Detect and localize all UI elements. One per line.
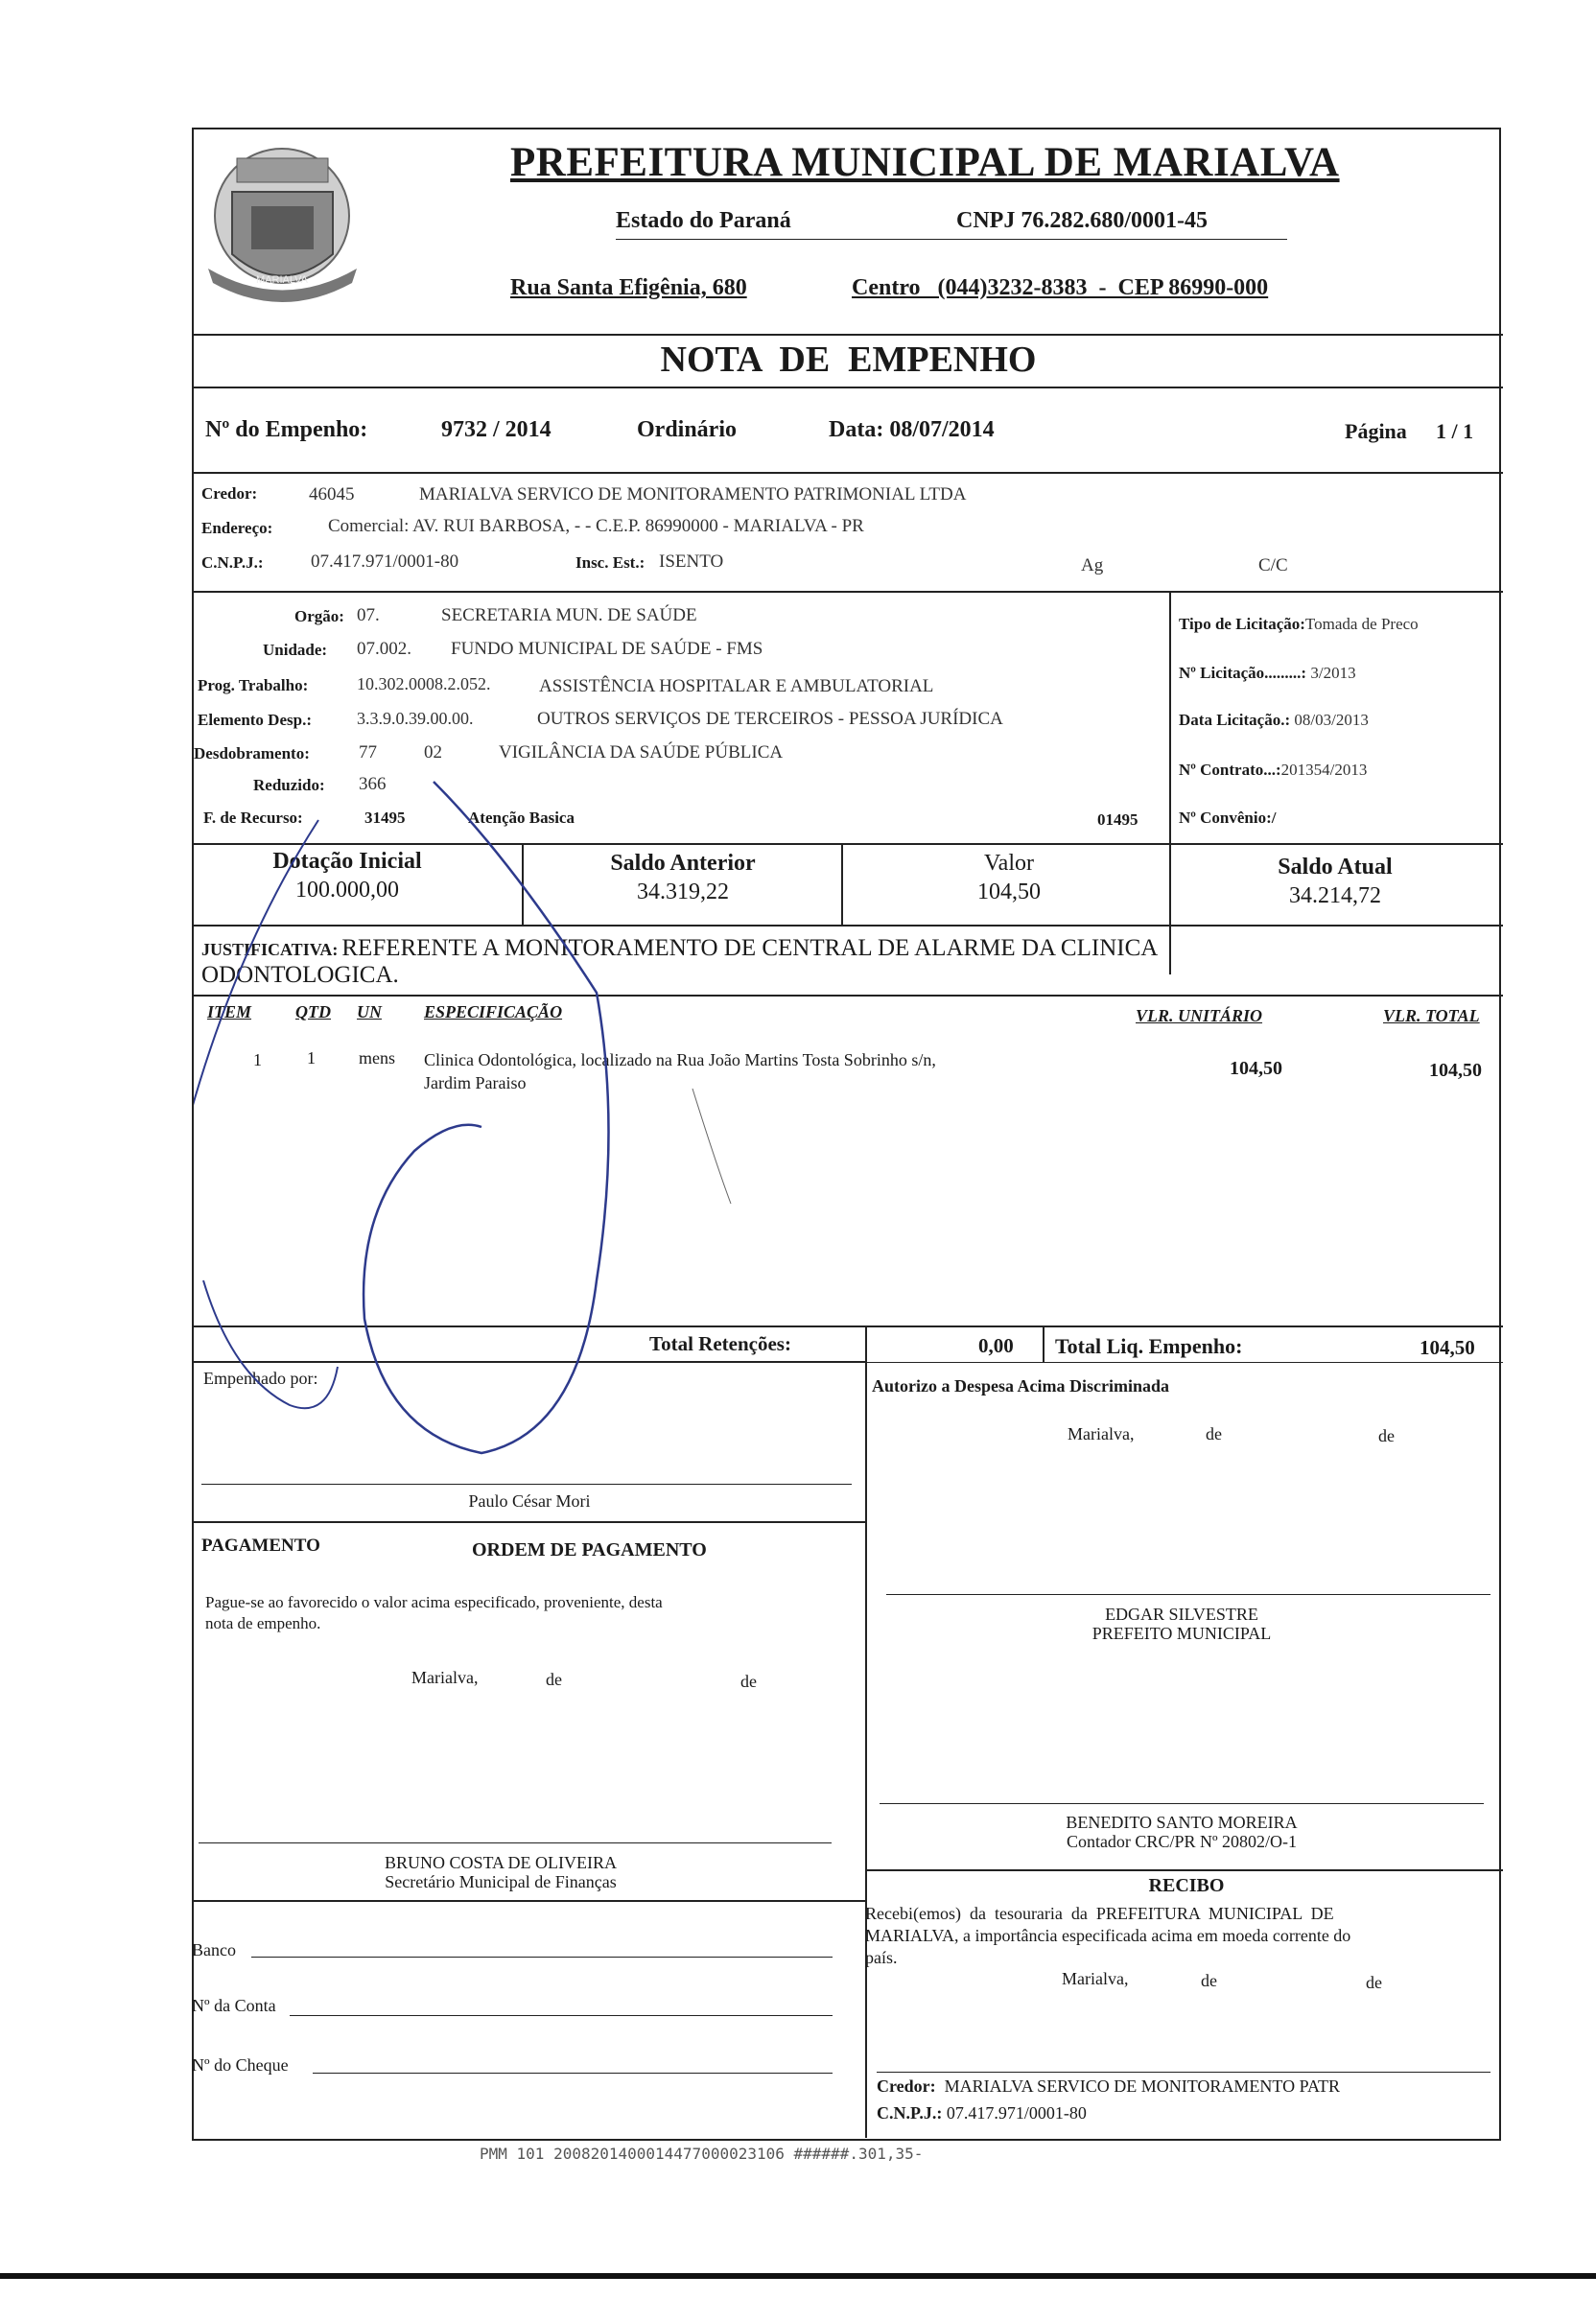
handwritten-signature <box>194 129 1503 1568</box>
credor-address: Comercial: AV. RUI BARBOSA, - - C.E.P. 86990000 - MARIALVA - PR <box>328 516 864 536</box>
justificativa-label: JUSTIFICATIVA: <box>201 940 339 959</box>
page-label: Página <box>1345 419 1407 443</box>
credor-cnpj: 07.417.971/0001-80 <box>311 551 459 572</box>
valor-label: Valor <box>984 851 1034 876</box>
item-especificacao: Clinica Odontológica, localizado na Rua João Martins Tosta Sobrinho s/n, <box>424 1050 936 1069</box>
col-un: UN <box>357 1002 382 1021</box>
insc-value: ISENTO <box>659 551 724 572</box>
justificativa-text: REFERENTE A MONITORAMENTO DE CENTRAL DE ALARME DA CLINICA <box>341 935 1159 961</box>
elemento-name: OUTROS SERVIÇOS DE TERCEIROS - PESSOA JURÍDICA <box>537 709 1003 729</box>
cheque-label: Nº do Cheque <box>192 2055 289 2075</box>
justificativa-text-line2: ODONTOLOGICA. <box>201 962 399 988</box>
licitacao-date-value: 08/03/2013 <box>1294 711 1369 729</box>
prog-label: Prog. Trabalho: <box>198 676 309 694</box>
prefeito-role: PREFEITO MUNICIPAL <box>1091 1624 1272 1643</box>
state-name: Estado do Paraná <box>616 208 791 233</box>
contrato-value: 201354/2013 <box>1280 761 1368 779</box>
header-address: Rua Santa Efigênia, 680 <box>510 275 747 300</box>
desdobramento-code2: 02 <box>424 742 442 762</box>
recibo-text-line2: MARIALVA, a importância especificada acima em moeda corrente do <box>865 1926 1351 1945</box>
reduzido-value: 366 <box>359 774 387 794</box>
nota-de-empenho-form <box>192 128 1501 2141</box>
item-number: 1 <box>253 1050 262 1069</box>
ag-label: Ag <box>1081 555 1104 575</box>
cc-label: C/C <box>1258 555 1288 575</box>
item-especificacao-line2: Jardim Paraiso <box>424 1073 527 1092</box>
licitacao-number-label: Nº Licitação.........: <box>1179 664 1307 682</box>
item-vlr-total: 104,50 <box>1429 1060 1482 1081</box>
pagamento-de2: de <box>740 1672 757 1691</box>
scan-edge <box>0 2273 1596 2279</box>
prog-name: ASSISTÊNCIA HOSPITALAR E AMBULATORIAL <box>539 676 934 696</box>
recibo-text: Recebi(emos) da tesouraria da PREFEITURA MUNICIPAL DE <box>865 1904 1334 1923</box>
svg-text:MARIALVA: MARIALVA <box>256 274 308 286</box>
licitacao-type-value: Tomada de Preco <box>1304 615 1419 633</box>
convenio-label: Nº Convênio:/ <box>1179 809 1277 827</box>
orgao-name: SECRETARIA MUN. DE SAÚDE <box>441 605 697 625</box>
cheque-field[interactable] <box>313 2073 833 2074</box>
orgao-code: 07. <box>357 605 380 625</box>
pagamento-label: PAGAMENTO <box>201 1536 320 1556</box>
fonte-label: F. de Recurso: <box>203 809 303 827</box>
recibo-cnpj <box>877 2103 1087 2123</box>
address-label: Endereço: <box>201 519 273 537</box>
secretario-role: Secretário Municipal de Finanças <box>385 1872 617 1891</box>
desdobramento-label: Desdobramento: <box>194 744 310 762</box>
banco-field[interactable] <box>251 1957 833 1958</box>
recibo-cnpj-value: 07.417.971/0001-80 <box>946 2103 1087 2123</box>
credor-code: 46045 <box>309 484 355 504</box>
total-retencoes-label: Total Retenções: <box>649 1332 791 1355</box>
page-number: 1 / 1 <box>1436 419 1474 443</box>
header-cnpj: CNPJ 76.282.680/0001-45 <box>956 208 1208 233</box>
item-qtd: 1 <box>307 1048 316 1067</box>
unidade-name: FUNDO MUNICIPAL DE SAÚDE - FMS <box>451 639 763 659</box>
recibo-credor-label: Credor: <box>877 2076 936 2096</box>
credor-label: Credor: <box>201 484 258 503</box>
insc-label: Insc. Est.: <box>575 553 645 572</box>
desdobramento-code1: 77 <box>359 742 377 762</box>
recibo-de1: de <box>1201 1971 1217 1990</box>
elemento-label: Elemento Desp.: <box>198 711 312 729</box>
recibo-cnpj-label: C.N.P.J.: <box>877 2103 943 2123</box>
item-vlr-unitario: 104,50 <box>1230 1058 1282 1079</box>
secretario-name: BRUNO COSTA DE OLIVEIRA <box>384 1853 618 1872</box>
licitacao-number-value: 3/2013 <box>1310 664 1356 682</box>
empenho-number: 9732 / 2014 <box>441 417 552 442</box>
unidade-label: Unidade: <box>263 641 328 659</box>
pagamento-place: Marialva, <box>411 1668 479 1687</box>
ordem-pagamento-title: ORDEM DE PAGAMENTO <box>472 1539 707 1560</box>
empenho-date: Data: 08/07/2014 <box>829 417 995 442</box>
prog-code: 10.302.0008.2.052. <box>357 674 491 693</box>
contador-role: Contador CRC/PR Nº 20802/O-1 <box>1066 1832 1298 1851</box>
autorizo-label: Autorizo a Despesa Acima Discriminada <box>872 1376 1169 1396</box>
empenho-type: Ordinário <box>637 417 738 442</box>
header-contact: Centro (044)3232-8383 - CEP 86990-000 <box>852 275 1269 300</box>
recibo-title: RECIBO <box>1148 1875 1225 1896</box>
col-vlr-total: VLR. TOTAL <box>1383 1006 1480 1025</box>
saldo-anterior-label: Saldo Anterior <box>610 851 756 876</box>
credor-name: MARIALVA SERVICO DE MONITORAMENTO PATRIMONIAL LTDA <box>419 484 967 504</box>
pagamento-text-line2: nota de empenho. <box>205 1614 321 1632</box>
unidade-code: 07.002. <box>357 639 411 659</box>
empenhado-name: Paulo César Mori <box>468 1491 591 1511</box>
empenhado-label: Empenhado por: <box>203 1369 318 1388</box>
empenho-number-label: Nº do Empenho: <box>205 417 368 442</box>
total-liquido-value: 104,50 <box>1420 1336 1475 1359</box>
fonte-code: 31495 <box>364 809 406 827</box>
footer-code: PMM 101 2008201400014477000023106 ######.301,35- <box>480 2145 924 2163</box>
recibo-text-line3: país. <box>865 1948 898 1967</box>
pagamento-text: Pague-se ao favorecido o valor acima especificado, proveniente, desta <box>205 1593 663 1611</box>
credor-cnpj-label: C.N.P.J.: <box>201 553 264 572</box>
saldo-atual-label: Saldo Atual <box>1278 855 1393 880</box>
item-un: mens <box>359 1048 395 1067</box>
autorizo-place: Marialva, <box>1068 1424 1135 1443</box>
col-qtd: QTD <box>295 1002 331 1021</box>
total-retencoes-value: 0,00 <box>978 1334 1014 1357</box>
contador-name: BENEDITO SANTO MOREIRA <box>1066 1813 1298 1832</box>
contrato-label: Nº Contrato...: <box>1179 761 1281 779</box>
saldo-atual-value: 34.214,72 <box>1289 883 1381 908</box>
col-especificacao: ESPECIFICAÇÃO <box>424 1002 563 1021</box>
fonte-name: Atenção Basica <box>468 809 575 827</box>
banco-label: Banco <box>192 1940 236 1959</box>
orgao-label: Orgão: <box>294 607 344 625</box>
valor-value: 104,50 <box>977 880 1041 904</box>
municipality-title: PREFEITURA MUNICIPAL DE MARIALVA <box>510 140 1340 185</box>
recibo-credor-name: MARIALVA SERVICO DE MONITORAMENTO PATR <box>944 2076 1340 2096</box>
col-item: ITEM <box>207 1002 252 1021</box>
recibo-place: Marialva, <box>1062 1969 1129 1988</box>
total-liquido-label: Total Liq. Empenho: <box>1055 1334 1243 1358</box>
col-vlr-unitario: VLR. UNITÁRIO <box>1136 1006 1263 1025</box>
saldo-anterior-value: 34.319,22 <box>637 880 729 904</box>
conta-label: Nº da Conta <box>192 1996 276 2015</box>
licitacao-type-label: Tipo de Licitação: <box>1179 615 1305 633</box>
licitacao-date-label: Data Licitação.: <box>1179 711 1291 729</box>
fonte-code2: 01495 <box>1097 810 1138 829</box>
conta-field[interactable] <box>290 2015 833 2016</box>
desdobramento-name: VIGILÂNCIA DA SAÚDE PÚBLICA <box>499 742 784 762</box>
autorizo-de1: de <box>1206 1424 1222 1443</box>
recibo-credor <box>877 2076 1340 2097</box>
autorizo-de2: de <box>1378 1426 1395 1445</box>
recibo-de2: de <box>1366 1973 1382 1992</box>
prefeito-name: EDGAR SILVESTRE <box>1105 1605 1258 1624</box>
reduzido-label: Reduzido: <box>253 776 325 794</box>
pagamento-de1: de <box>546 1670 562 1689</box>
dotacao-label: Dotação Inicial <box>272 849 422 874</box>
elemento-code: 3.3.9.0.39.00.00. <box>357 709 474 728</box>
dotacao-value: 100.000,00 <box>295 878 399 903</box>
document-title: NOTA DE EMPENHO <box>660 340 1037 380</box>
